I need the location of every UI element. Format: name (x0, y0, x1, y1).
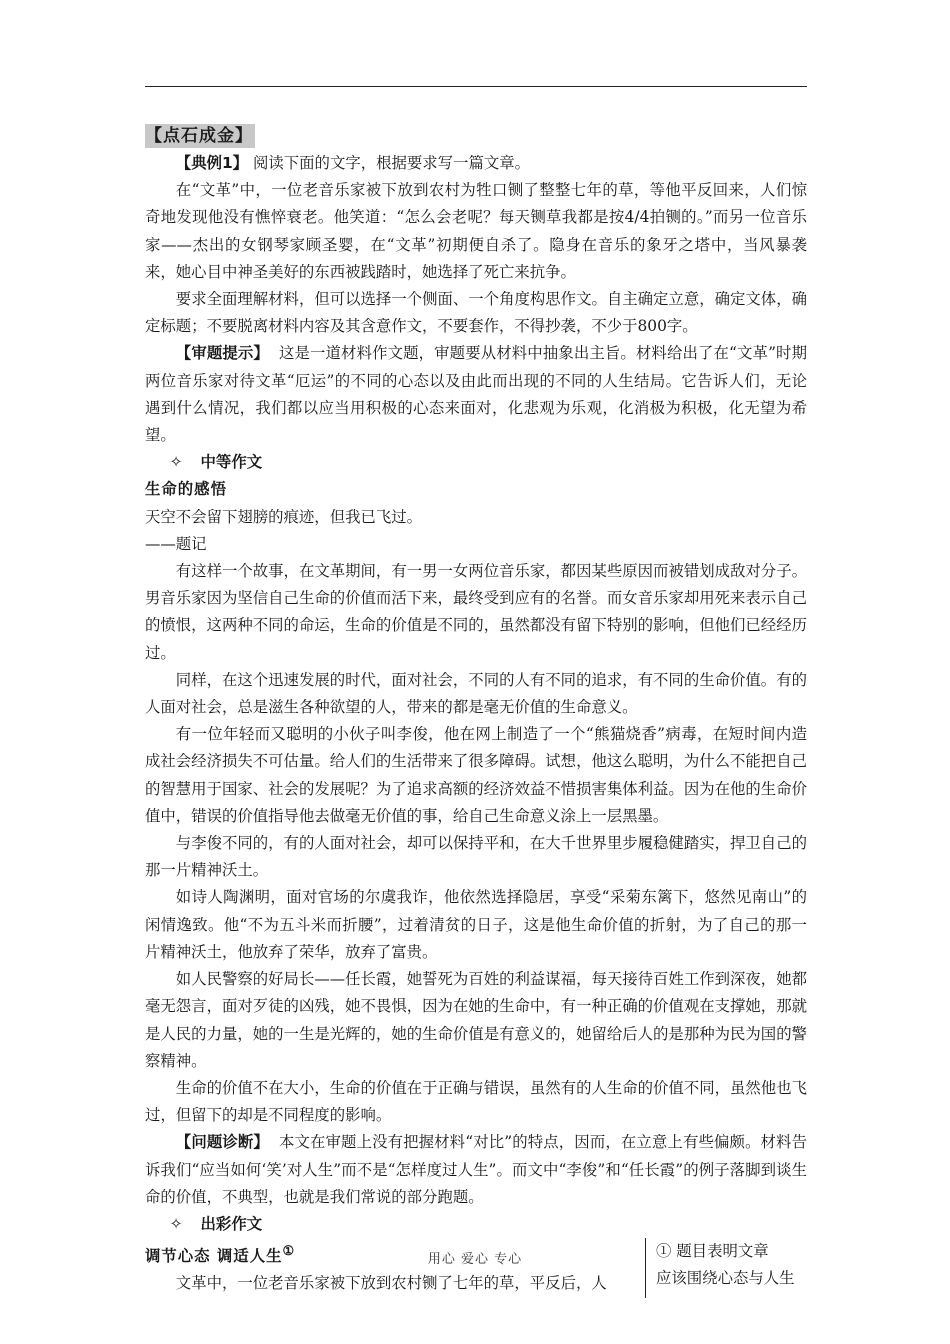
medium-paragraph: 如人民警察的好局长——任长霞，她誓死为百姓的利益谋福，每天接待百姓工作到深夜，她都毫无怨言，面对歹徒的凶残，她不畏惧，因为在她的生命中，有一种正确的价值观在支撑她，那就是人民的力量，她的一生是光辉的，她的生命价值是有意义的，她留给后人的是那种为民为国的警察精神。 (145, 970, 807, 1070)
margin-note-line: 应该围绕心态与人生 (656, 1269, 795, 1288)
hint-label: 【审题提示】 (175, 344, 269, 363)
excellent-first-line: 文革中，一位老音乐家被下放到农村铡了七年的草，平反后，人 (175, 1274, 607, 1293)
epigraph-signature: ——题记 (145, 534, 207, 553)
example-label: 【典例1】 (175, 154, 249, 172)
example-requirement: 要求全面理解材料，但可以选择一个侧面、一个角度构思作文。自主确定立意，确定文体，确定标题；不要脱离材料内容及其含意作文，不要套作，不得抄袭，不少于800字。 (145, 290, 807, 336)
epigraph: 天空不会留下翅膀的痕迹，但我已飞过。 (145, 507, 423, 526)
medium-paragraph: 如诗人陶渊明，面对官场的尔虞我诈，他依然选择隐居，享受“采菊东篱下，悠然见南山”的闲情逸致。他“不为五斗米而折腰”，过着清贫的日子，这是他生命价值的折射，为了自己的那一片精神沃土，他放弃了荣华，放弃了富贵。 (145, 888, 807, 961)
medium-paragraph: 生命的价值不在大小，生命的价值在于正确与错误，虽然有的人生命的价值不同，虽然他也飞过，但留下的却是不同程度的影响。 (145, 1078, 807, 1125)
medium-essay-title: 生命的感悟 (145, 480, 227, 499)
diamond-icon: ✧ (169, 1214, 183, 1233)
medium-heading (145, 449, 807, 476)
margin-note-line: ① 题目表明文章 (656, 1242, 769, 1261)
section-tag: 【点石成金】 (145, 126, 253, 146)
diamond-icon: ✧ (169, 453, 183, 472)
footnote-marker: ① (282, 1244, 295, 1260)
page-footer: 用心 爱心 专心 (427, 1252, 523, 1267)
medium-paragraph: 有一位年轻而又聪明的小伙子叫李俊，他在网上制造了一个“熊猫烧香”病毒，在短时间内造成社会经济损失不可估量。给人们的生活带来了很多障碍。试想，他这么聪明，为什么不能把自己的智慧用于国家、社会的发展呢？为了追求高额的经济效益不惜损害集体利益。因为在他的生命价值中，错误的价值指导他去做毫无价值的事，给自己生命意义涂上一层黑墨。 (145, 725, 807, 825)
hint-paragraph (145, 340, 807, 449)
medium-paragraph: 有这样一个故事，在文革期间，有一男一女两位音乐家，都因某些原因而被错划成敌对分子。男音乐家因为坚信自己生命的价值而活下来，最终受到应有的名誉。而女音乐家却用死来表示自己的愤恨，这两种不同的命运，生命的价值是不同的，虽然都没有留下特别的影响，但他们已经经历过。 (145, 562, 807, 662)
excellent-heading-text: 出彩作文 (200, 1214, 263, 1233)
excellent-heading (145, 1211, 807, 1238)
diagnosis-paragraph (145, 1129, 807, 1211)
example-material: 在“文革”中，一位老音乐家被下放到农村为牲口铡了整整七年的草，等他平反回来，人们惊奇地发现他没有憔悴衰老。他笑道：“怎么会老呢？每天铡草我都是按4/4拍铡的。”而另一位音乐家——杰出的女钢琴家顾圣婴，在“文革”初期便自杀了。隐身在音乐的象牙之塔中，当风暴袭来，她心目中神圣美好的东西被践踏时，她选择了死亡来抗争。 (145, 181, 807, 281)
document-body (145, 150, 807, 1298)
header-rule (145, 86, 807, 87)
hint-text: 这是一道材料作文题，审题要从材料中抽象出主旨。材料给出了在“文革”时期两位音乐家对待文革“厄运”的不同的心态以及由此而出现的不同的人生结局。它告诉人们，无论遇到什么情况，我们都以应当用积极的心态来面对，化悲观为乐观，化消极为积极，化无望为希望。 (145, 344, 807, 445)
example-prompt (145, 150, 807, 177)
diagnosis-label: 【问题诊断】 (175, 1133, 269, 1152)
medium-heading-text: 中等作文 (200, 453, 263, 472)
example-prompt-text: 阅读下面的文字，根据要求写一篇文章。 (252, 154, 531, 172)
medium-paragraph: 同样，在这个迅速发展的时代，面对社会，不同的人有不同的追求，有不同的生命价值。有的人面对社会，总是滋生各种欲望的人，带来的都是毫无价值的生命意义。 (145, 670, 807, 717)
diagnosis-text: 本文在审题上没有把握材料“对比”的特点，因而，在立意上有些偏颇。材料告诉我们“应当如何‘笑’对人生”而不是“怎样度过人生”。而文中“李俊”和“任长霞”的例子落脚到谈生命的价值，不典型，也就是我们常说的部分跑题。 (145, 1133, 807, 1206)
excellent-title-text: 调节心态 调适人生 (145, 1247, 283, 1266)
medium-paragraph: 与李俊不同的，有的人面对社会，却可以保持平和，在大千世界里步履稳健踏实，捍卫自己的那一片精神沃土。 (145, 834, 807, 880)
